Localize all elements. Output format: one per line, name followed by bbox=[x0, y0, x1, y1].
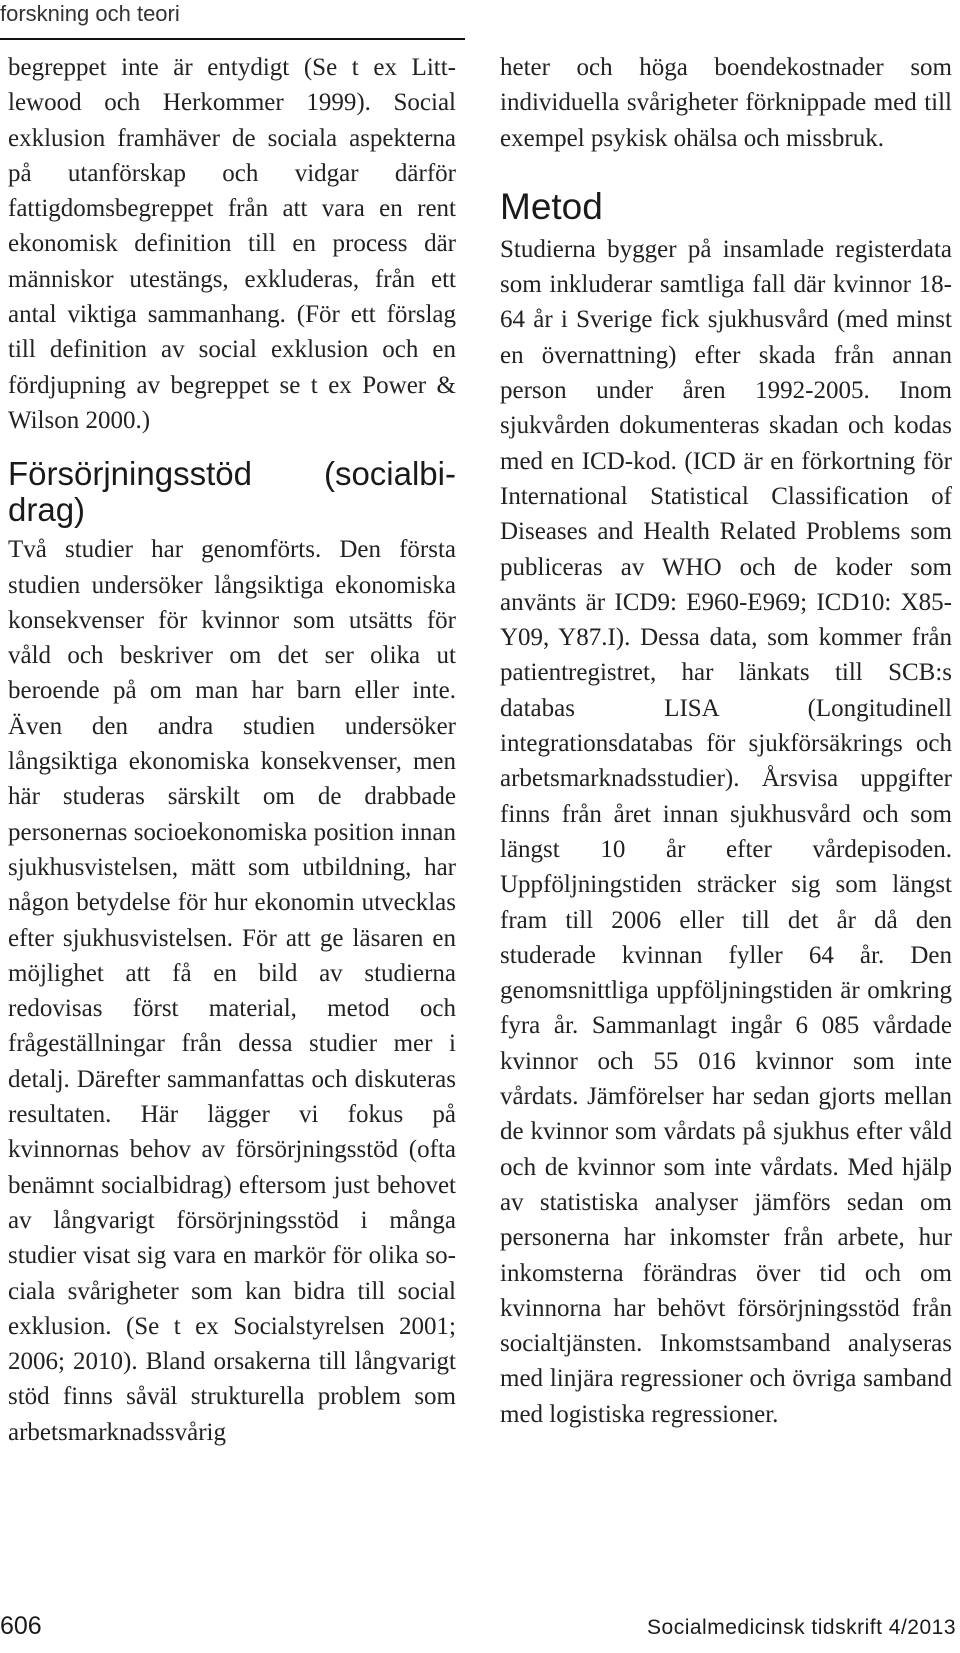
page-number: 606 bbox=[0, 1612, 42, 1640]
body-paragraph: begreppet inte är entydigt (Se t ex Littlewood och Herkommer 1999). Social exklusion framhäver de sociala aspekterna på utanförskap och vidgar därför fattigdomsbegreppet från att vara en rent ekonomisk definition till en process där människor utestängs, exkluderas, från ett antal viktiga sammanhang. (För ett förslag till definition av social exklusion och en fördjupning av begreppet se t ex Power & Wilson 2000.) bbox=[8, 54, 456, 434]
body-paragraph: Två studier har genomförts. Den första studien undersöker långsiktiga ekonomiska konsekvenser för kvinnor som utsätts för våld och beskriver om det ser olika ut beroende på om man har barn eller inte. Även den andra studien undersöker långsiktiga ekonomiska konsekvenser, men här studeras särskilt om de drabbade personernas socioekonomiska position innan sjukhusvistelsen, mätt som utbildning, har någon betydelse för hur ekonomin utvecklas efter sjukhusvistelsen. För att ge läsaren en möjlighet att få en bild av studierna redovisas först material, metod och frågeställningar från dessa studier mer i detalj. Därefter sammanfattas och diskuteras resultaten. Här lägger vi fokus på kvinnornas behov av försörjningsstöd (ofta benämnt socialbidrag) eftersom just behovet av långvarigt försörjningsstöd i många studier visat sig vara en markör för olika sociala svårigheter som kan bidra till social exklusion. (Se t ex Socialstyrelsen 2001; 2006; 2010). Bland orsakerna till långvarigt stöd finns såväl strukturella problem som arbetsmarknadssvårig bbox=[8, 536, 456, 1446]
body-paragraph: heter och höga boendekostnader som individuella svårigheter förknippade med till exempel psykisk ohälsa och missbruk. bbox=[500, 54, 952, 152]
header-rule bbox=[0, 38, 465, 40]
right-column bbox=[500, 50, 952, 1432]
running-header: forskning och teori bbox=[0, 1, 180, 26]
journal-footer: Socialmedicinsk tidskrift 4/2013 bbox=[647, 1616, 956, 1639]
section-heading-metod: Metod bbox=[500, 185, 603, 227]
body-paragraph: Studierna bygger på insamlade registerdata som inkluderar samtliga fall där kvinnor 18-64 år i Sverige fick sjukhusvård (med minst en övernattning) efter skada från annan person under åren 1992-2005. Inom sjukvården dokumenteras skadan och kodas med en ICD-kod. (ICD är en förkortning för International Statistical Classification of Diseases and Health Related Problems som publiceras av WHO och de koder som använts är ICD9: E960-E969; ICD10: X85-Y09, Y87.I). Dessa data, som kommer från patientregistret, har länkats till SCB:s databas LISA (Longitudinell integrationsdatabas för sjukförsäkrings och arbetsmarknadsstudier). Årsvisa uppgifter finns från året innan sjukhusvård och som längst 10 år efter vårdepisoden. Uppföljningstiden sträcker sig som längst fram till 2006 eller till det år då den studerade kvinnan fyller 64 år. Den genomsnittliga uppföljningstiden är omkring fyra år. Sammanlagt ingår 6 085 vårdade kvinnor och 55 016 kvinnor som inte vårdats. Jämförelser har sedan gjorts mellan de kvinnor som vårdats på sjukhus efter våld och de kvinnor som inte vårdats. Med hjälp av statistiska analyser jämförs sedan om personerna har inkomster från arbete, hur inkomsterna förändras över tid och om kvinnorna har behövt försörjningsstöd från socialtjänsten. Inkomstsamband analyseras med linjära regressioner och övriga samband med logistiska regressioner. bbox=[500, 235, 952, 1428]
left-column bbox=[8, 50, 456, 1450]
section-heading-forsorjningsstod: Försörjningsstöd (socialbidrag) bbox=[8, 455, 456, 529]
